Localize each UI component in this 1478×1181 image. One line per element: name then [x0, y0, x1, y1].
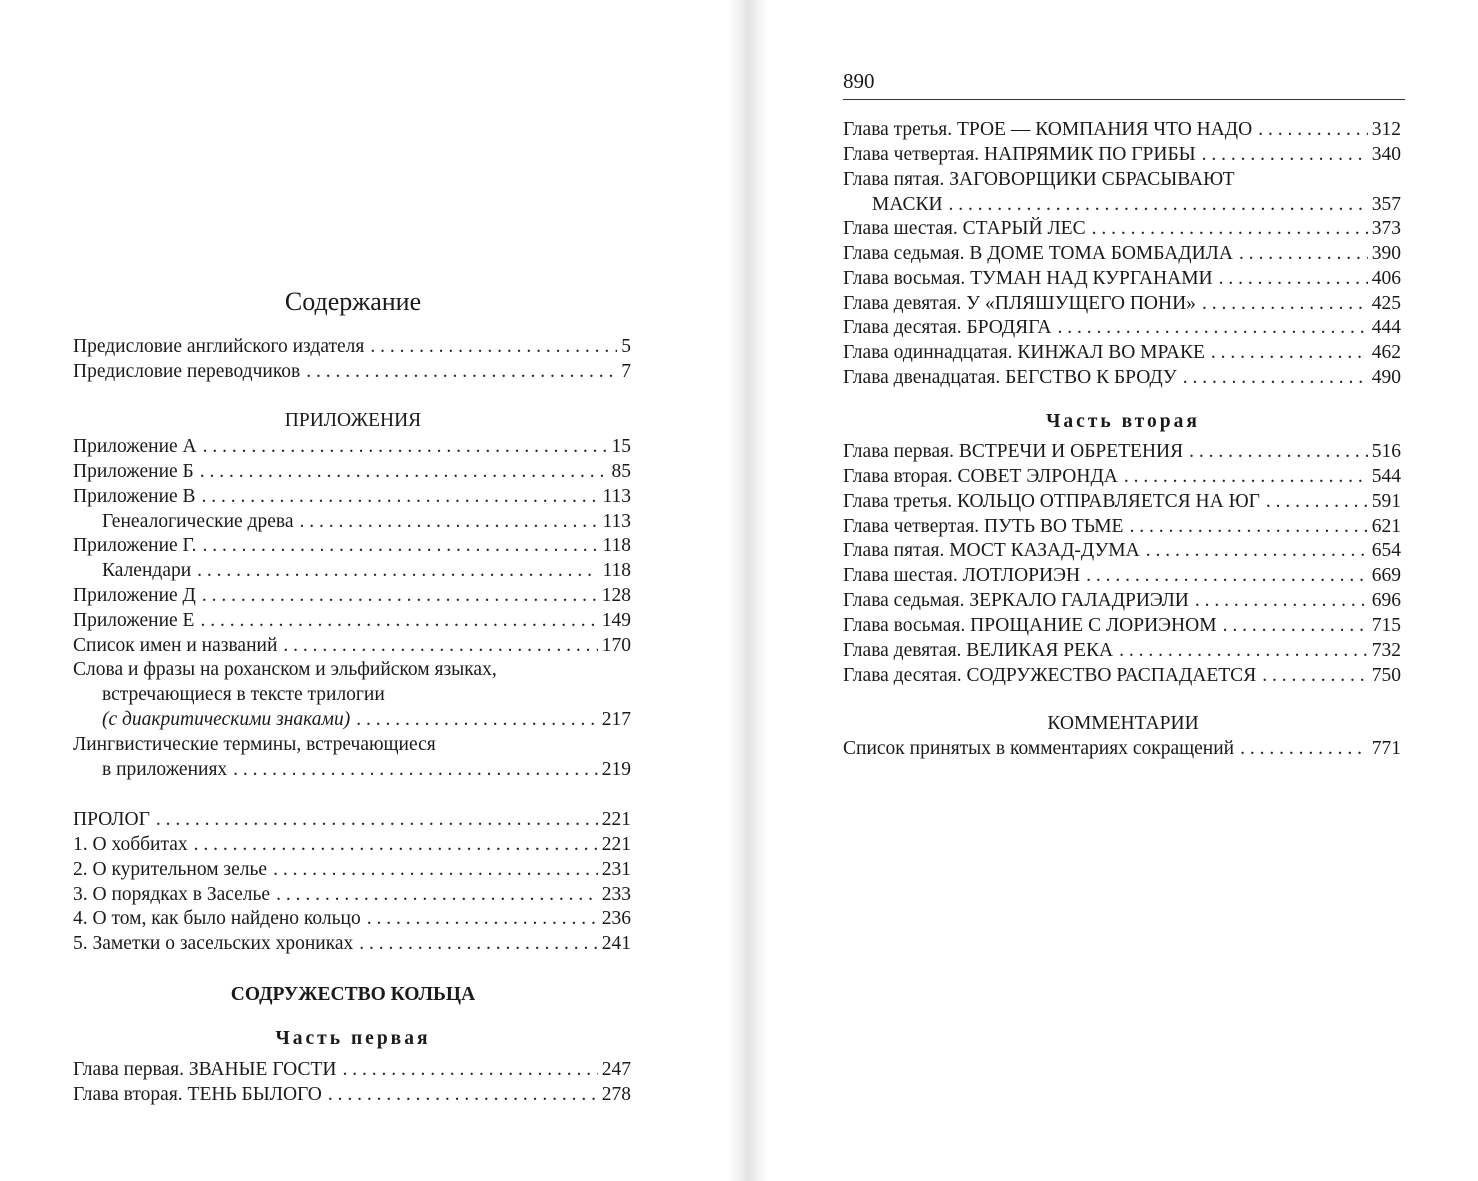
- toc-entry: [73, 858, 631, 883]
- toc-entry: [73, 584, 631, 609]
- leader-dots: [1146, 539, 1368, 564]
- toc-entry-text: Глава вторая. СОВЕТ ЭЛРОНДА: [843, 465, 1118, 487]
- leader-dots: [200, 460, 608, 485]
- leader-dots: [1223, 614, 1368, 639]
- toc-entry-page: 406: [1371, 267, 1401, 289]
- toc-entry-page: 241: [601, 933, 631, 955]
- leader-dots: [202, 485, 599, 510]
- toc-entry-ch5: [872, 193, 1401, 218]
- toc-entry-text: Глава десятая. СОДРУЖЕСТВО РАСПАДАЕТСЯ: [843, 664, 1257, 686]
- leader-dots: [273, 858, 598, 883]
- toc-entry: [102, 510, 631, 535]
- toc-entry: [73, 1058, 631, 1083]
- toc-entry: [843, 341, 1401, 366]
- toc-entry-page: 357: [1371, 194, 1401, 215]
- leader-dots: [1195, 589, 1368, 614]
- toc-entry-text: Глава шестая. СТАРЫЙ ЛЕС: [843, 218, 1086, 239]
- toc-entry: [843, 639, 1401, 664]
- toc-entry-text: Глава восьмая. ТУМАН НАД КУРГАНАМИ: [843, 267, 1213, 289]
- toc-entry-page: 118: [602, 535, 631, 557]
- leader-dots: [1183, 366, 1368, 391]
- toc-entry-text: Предисловие английского издателя: [73, 336, 365, 357]
- toc-entry-ch5-line1: Глава пятая. ЗАГОВОРЩИКИ СБРАСЫВАЮТ: [843, 169, 1235, 190]
- toc-entry-page: 231: [601, 858, 631, 880]
- toc-entry-page: 170: [601, 634, 631, 656]
- toc-entry-page: 490: [1371, 367, 1401, 389]
- header-rule: [843, 99, 1405, 100]
- leader-dots: [1211, 341, 1368, 366]
- toc-entry-text: Предисловие переводчиков: [73, 360, 301, 382]
- toc-entry: [73, 883, 631, 908]
- toc-entry-page: 149: [601, 609, 631, 631]
- toc-entry: [843, 490, 1401, 515]
- leader-dots: [300, 510, 599, 535]
- leader-dots: [1092, 217, 1368, 242]
- toc-entry-text: Глава четвертая. НАПРЯМИК ПО ГРИБЫ: [843, 143, 1196, 165]
- toc-entry: [73, 485, 631, 510]
- toc-entry-text: Глава третья. ТРОЕ — КОМПАНИЯ ЧТО НАДО: [843, 119, 1253, 140]
- leader-dots: [233, 758, 598, 783]
- toc-entry-page: 425: [1371, 292, 1401, 314]
- toc-entry: [73, 360, 631, 385]
- leader-dots: [356, 708, 598, 733]
- leader-dots: [949, 193, 1368, 218]
- toc-entry-page: 654: [1371, 540, 1401, 562]
- leader-dots: [283, 634, 597, 659]
- toc-entry: [843, 316, 1401, 341]
- toc-entry-page: 233: [601, 883, 631, 905]
- leader-dots: [1057, 316, 1367, 341]
- toc-entry-text: 4. О том, как было найдено кольцо: [73, 908, 361, 930]
- toc-entry-text: Глава седьмая. В ДОМЕ ТОМА БОМБАДИЛА: [843, 242, 1233, 264]
- toc-entry-page: 236: [601, 908, 631, 930]
- toc-entry-page: 217: [601, 709, 631, 730]
- toc-entry-text: Глава восьмая. ПРОЩАНИЕ С ЛОРИЭНОМ: [843, 614, 1217, 636]
- toc-entry-page: 516: [1371, 441, 1401, 462]
- leader-dots: [306, 360, 617, 385]
- toc-entry-text: МАСКИ: [872, 194, 943, 215]
- leader-dots: [328, 1083, 598, 1108]
- toc-entry: [843, 564, 1401, 589]
- toc-entry-words-line1: Слова и фразы на роханском и эльфийском языках,: [73, 659, 497, 680]
- toc-entry: [102, 559, 631, 584]
- toc-entry: [843, 539, 1401, 564]
- toc-entry: [73, 833, 631, 858]
- toc-entry-page: 696: [1371, 590, 1401, 612]
- leader-dots: [1219, 267, 1368, 292]
- toc-entry-page: 219: [601, 759, 631, 780]
- toc-entry: [843, 515, 1401, 540]
- book-gutter: [728, 0, 768, 1181]
- toc-entry: [73, 1083, 631, 1108]
- toc-entry-text: 3. О порядках в Заселье: [73, 883, 271, 905]
- toc-entry: [843, 267, 1401, 292]
- toc-entry: [73, 932, 631, 957]
- toc-entry-text: Глава вторая. ТЕНЬ БЫЛОГО: [73, 1083, 322, 1105]
- leader-dots: [1086, 564, 1368, 589]
- toc-entry: [843, 118, 1401, 143]
- toc-entry: [73, 634, 631, 659]
- toc-entry-page: 113: [602, 510, 631, 532]
- toc-title: Содержание: [284, 287, 422, 316]
- toc-entry-page: 85: [611, 460, 631, 482]
- leader-dots: [1258, 118, 1368, 143]
- toc-entry-page: 7: [621, 360, 631, 382]
- leader-dots: [1239, 242, 1368, 267]
- page-number: 890: [843, 69, 875, 93]
- leader-dots: [367, 907, 598, 932]
- toc-entry-text: Глава одиннадцатая. КИНЖАЛ ВО МРАКЕ: [843, 342, 1205, 364]
- toc-entry: [843, 366, 1401, 391]
- toc-entry: [73, 335, 631, 360]
- comments-heading: КОММЕНТАРИИ: [1047, 713, 1199, 734]
- leader-dots: [1262, 664, 1368, 689]
- toc-entry-page: 340: [1371, 143, 1401, 165]
- toc-entry-text: Приложение А: [73, 436, 197, 457]
- toc-entry-page: 118: [602, 560, 631, 582]
- toc-entry-text: Глава двенадцатая. БЕГСТВО К БРОДУ: [843, 367, 1177, 389]
- toc-entry: [73, 534, 631, 559]
- toc-entry-text: Приложение В: [73, 485, 196, 507]
- toc-entry: [843, 242, 1401, 267]
- leader-dots: [276, 883, 598, 908]
- toc-entry-text: (с диакритическими знаками): [102, 709, 351, 730]
- toc-entry-page: 390: [1371, 242, 1401, 264]
- toc-entry: [843, 737, 1401, 762]
- toc-entry: [73, 609, 631, 634]
- leader-dots: [202, 534, 598, 559]
- toc-entry-page: 444: [1371, 317, 1401, 339]
- leader-dots: [1202, 292, 1368, 317]
- leader-dots: [370, 335, 617, 360]
- toc-entry: [843, 614, 1401, 639]
- toc-entry-page: 15: [611, 436, 631, 457]
- toc-entry-page: 715: [1371, 614, 1401, 636]
- leader-dots: [1189, 440, 1368, 465]
- toc-entry: [843, 292, 1401, 317]
- toc-entry-page: 113: [602, 485, 631, 507]
- toc-entry-page: 373: [1371, 218, 1401, 239]
- toc-entry: [843, 143, 1401, 168]
- leader-dots: [342, 1058, 597, 1083]
- toc-entry: [73, 907, 631, 932]
- toc-entry-page: 771: [1371, 738, 1401, 759]
- toc-entry: [73, 460, 631, 485]
- part2-heading: Часть вторая: [1046, 411, 1200, 432]
- book-heading: СОДРУЖЕСТВО КОЛЬЦА: [230, 984, 476, 1005]
- leader-dots: [1129, 515, 1367, 540]
- toc-entry-text: 5. Заметки о засельских хрониках: [73, 933, 354, 955]
- toc-entry-page: 5: [621, 336, 631, 357]
- leader-dots: [1202, 143, 1368, 168]
- toc-entry-page: 312: [1371, 119, 1401, 140]
- toc-entry-text: Список принятых в комментариях сокращений: [843, 738, 1235, 759]
- appendix-heading: ПРИЛОЖЕНИЯ: [284, 410, 422, 431]
- toc-entry-page: 544: [1371, 465, 1401, 487]
- toc-entry-page: 462: [1371, 342, 1401, 364]
- toc-entry-words: [102, 708, 631, 733]
- toc-entry-page: 750: [1371, 664, 1401, 686]
- leader-dots: [1240, 737, 1368, 762]
- toc-entry-text: Приложение Б: [73, 460, 194, 482]
- toc-entry-text: Глава первая. ВСТРЕЧИ И ОБРЕТЕНИЯ: [843, 441, 1184, 462]
- toc-entry-text: Глава первая. ЗВАНЫЕ ГОСТИ: [73, 1059, 337, 1080]
- toc-entry-text: Приложение Д: [73, 585, 196, 607]
- toc-entry: [843, 440, 1401, 465]
- toc-entry-text: Генеалогические древа: [102, 510, 294, 532]
- toc-entry-text: 2. О курительном зелье: [73, 858, 268, 880]
- toc-entry: [843, 664, 1401, 689]
- leader-dots: [194, 833, 598, 858]
- toc-entry: [843, 589, 1401, 614]
- toc-entry-text: Глава девятая. ВЕЛИКАЯ РЕКА: [843, 639, 1114, 661]
- part1-heading: Часть первая: [275, 1028, 431, 1049]
- toc-entry: [843, 217, 1401, 242]
- toc-entry-text: Глава седьмая. ЗЕРКАЛО ГАЛАДРИЭЛИ: [843, 590, 1189, 612]
- toc-entry-page: 669: [1371, 565, 1401, 587]
- toc-entry-text: Календари: [102, 560, 192, 582]
- leader-dots: [203, 435, 608, 460]
- toc-entry-text: Приложение Е: [73, 609, 195, 631]
- toc-entry-text: Глава шестая. ЛОТЛОРИЭН: [843, 565, 1081, 587]
- leader-dots: [359, 932, 597, 957]
- toc-entry-page: 247: [601, 1059, 631, 1080]
- toc-entry-text: ПРОЛОГ: [73, 809, 150, 830]
- toc-entry: [73, 808, 631, 833]
- toc-entry-page: 621: [1371, 515, 1401, 537]
- toc-entry-text: Глава пятая. МОСТ КАЗАД-ДУМА: [843, 540, 1140, 562]
- leader-dots: [200, 609, 597, 634]
- toc-entry-text: Глава третья. КОЛЬЦО ОТПРАВЛЯЕТСЯ НА ЮГ: [843, 490, 1260, 512]
- toc-entry-page: 221: [601, 833, 631, 855]
- leader-dots: [156, 808, 598, 833]
- toc-entry-text: Глава девятая. У «ПЛЯШУЩЕГО ПОНИ»: [843, 292, 1196, 314]
- toc-entry-text: Список имен и названий: [73, 634, 278, 656]
- leader-dots: [197, 559, 598, 584]
- toc-entry-page: 278: [601, 1083, 631, 1105]
- toc-entry-page: 732: [1371, 639, 1401, 661]
- toc-entry-page: 221: [601, 809, 631, 830]
- leader-dots: [1119, 639, 1368, 664]
- leader-dots: [202, 584, 598, 609]
- toc-entry-text: Глава десятая. БРОДЯГА: [843, 317, 1052, 339]
- leader-dots: [1266, 490, 1368, 515]
- toc-entry-words-line2: встречающиеся в тексте трилогии: [102, 684, 385, 705]
- toc-entry-text: 1. О хоббитах: [73, 833, 188, 855]
- toc-entry-page: 591: [1371, 490, 1401, 512]
- toc-entry-terms-line1: Лингвистические термины, встречающиеся: [73, 734, 436, 755]
- leader-dots: [1124, 465, 1368, 490]
- toc-entry: [73, 435, 631, 460]
- toc-entry-terms: [102, 758, 631, 783]
- toc-entry-text: в приложениях: [102, 759, 228, 780]
- toc-entry-text: Глава четвертая. ПУТЬ ВО ТЬМЕ: [843, 515, 1124, 537]
- toc-entry-page: 128: [601, 585, 631, 607]
- toc-entry-text: Приложение Г.: [73, 535, 197, 557]
- toc-entry: [843, 465, 1401, 490]
